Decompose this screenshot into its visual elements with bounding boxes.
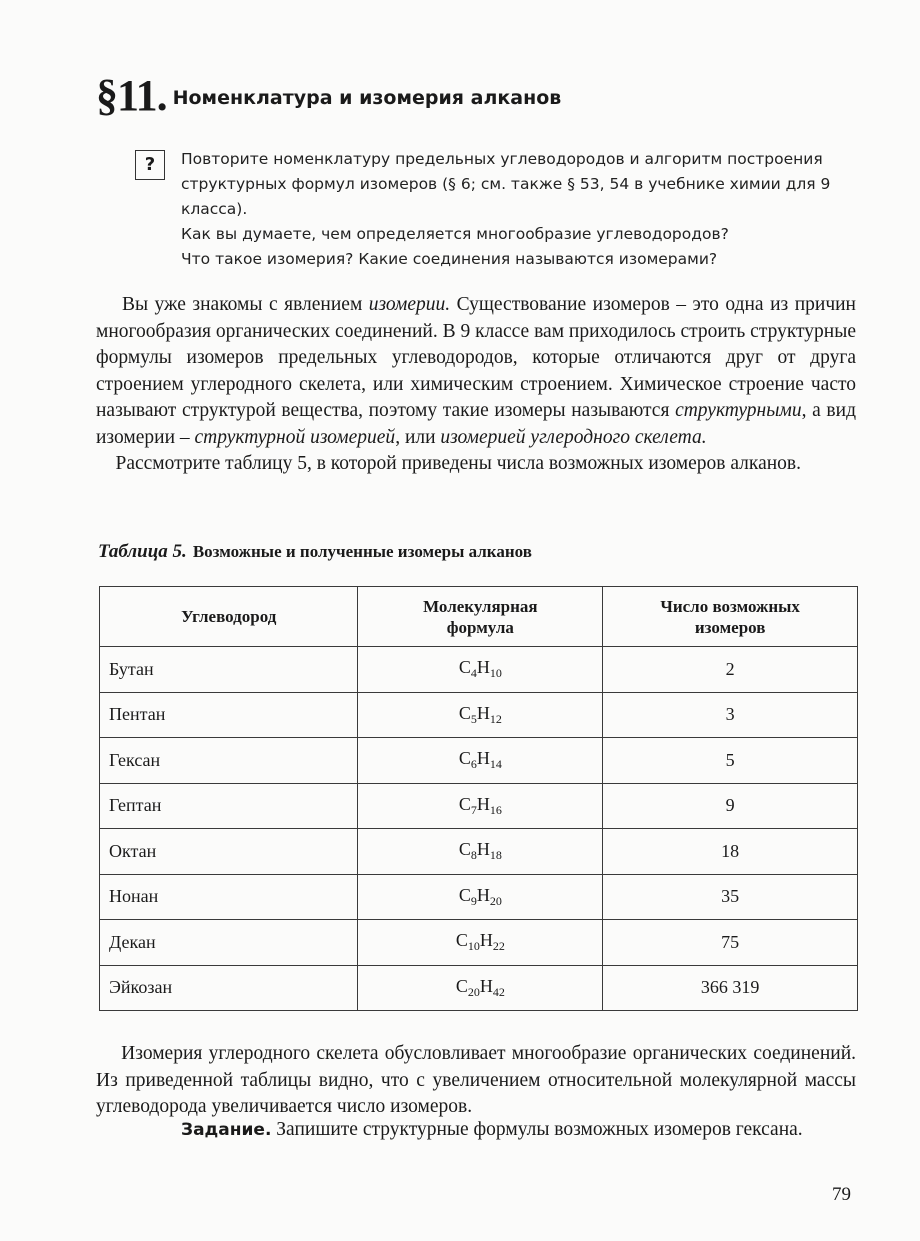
paragraph-isomerism (96, 292, 856, 451)
cell-formula: $C_{10}H_{22}$ (358, 920, 603, 966)
review-questions (181, 147, 856, 272)
table-row (100, 738, 858, 784)
paragraph-see-table (96, 451, 856, 478)
section-number: §11. (96, 71, 167, 120)
paragraph-conclusion (96, 1041, 856, 1121)
header-hydrocarbon: Углеводород (100, 587, 358, 647)
table-label: Таблица 5. (98, 541, 187, 562)
table-row (100, 965, 858, 1011)
table-row (100, 783, 858, 829)
cell-isomer-count: 2 (603, 647, 858, 693)
isomers-table (99, 586, 858, 1011)
cell-hydrocarbon: Октан (100, 829, 358, 875)
text-span: Рассмотрите таблицу 5, в которой приведены числа возможных изомеров алканов. (115, 453, 801, 474)
table-row (100, 692, 858, 738)
cell-isomer-count: 35 (603, 874, 858, 920)
term-structural-isomerism: структурной изомерией (194, 426, 396, 448)
cell-isomer-count: 5 (603, 738, 858, 784)
term-isomerism: изомерии. (368, 294, 451, 315)
text-span: Вы уже знакомы с явлением (121, 294, 369, 315)
cell-isomer-count: 18 (603, 829, 858, 875)
cell-formula: $C_5H_{12}$ (358, 692, 603, 738)
task-text: Запишите структурные формулы возможных изомеров гексана. (271, 1119, 803, 1140)
conclusion-paragraph (96, 1041, 856, 1121)
cell-formula: $C_{20}H_{42}$ (358, 965, 603, 1011)
cell-hydrocarbon: Эйкозан (100, 965, 358, 1011)
cell-hydrocarbon: Гептан (100, 783, 358, 829)
table-row (100, 647, 858, 693)
table-row (100, 920, 858, 966)
section-title: Номенклатура и изомерия алканов (172, 87, 562, 109)
table-row (100, 874, 858, 920)
intro-paragraph (96, 292, 856, 478)
term-carbon-skeleton-isomerism: изомерией углеродного скелета. (440, 426, 707, 448)
cell-formula: $C_7H_{16}$ (358, 783, 603, 829)
header-isomer-count: Число возможных изомеров (603, 587, 858, 647)
table-row (100, 829, 858, 875)
text-span: Существование изомеров – это одна из причин многообразия органических соединений. В 9 классе вам приходилось строить структурные формулы изомеров предельных углеводородов, которые отличаются друг от друга строением углеродного скелета, или химическим строением. Химическое строение часто называют структурой вещества, поэтому такие изомеры называются (96, 294, 856, 421)
task-label: Задание. (181, 1120, 272, 1140)
cell-isomer-count: 9 (603, 783, 858, 829)
cell-hydrocarbon: Нонан (100, 874, 358, 920)
table-header-row (100, 587, 858, 647)
table-caption (98, 541, 532, 563)
cell-hydrocarbon: Пентан (100, 692, 358, 738)
page-number: 79 (832, 1184, 851, 1205)
cell-isomer-count: 3 (603, 692, 858, 738)
cell-hydrocarbon: Декан (100, 920, 358, 966)
question-line: Как вы думаете, чем определяется многообразие углеводородов? (181, 225, 729, 243)
question-line: Что такое изомерия? Какие соединения называются изомерами? (181, 250, 718, 268)
question-icon: ? (135, 150, 165, 180)
text-span: , а вид изомерии – (96, 400, 856, 448)
cell-formula: $C_9H_{20}$ (358, 874, 603, 920)
task-block (181, 1117, 857, 1144)
cell-isomer-count: 366 319 (603, 965, 858, 1011)
header-formula: Молекулярная формула (358, 587, 603, 647)
question-line: Повторите номенклатуру предельных углеводородов и алгоритм построения структурных формул изомеров (§ 6; см. также § 53, 54 в учебнике химии для 9 класса). (181, 150, 831, 218)
cell-formula: $C_8H_{18}$ (358, 829, 603, 875)
text-span: , или (395, 426, 441, 448)
cell-hydrocarbon: Бутан (100, 647, 358, 693)
cell-hydrocarbon: Гексан (100, 738, 358, 784)
cell-formula: $C_6H_{14}$ (358, 738, 603, 784)
section-heading (96, 70, 561, 121)
table-title: Возможные и полученные изомеры алканов (192, 542, 532, 561)
cell-formula: $C_4H_{10}$ (358, 647, 603, 693)
term-structural: структурными (675, 400, 802, 421)
text-span: Изомерия углеродного скелета обусловливает многообразие органических соединений. Из приведенной таблицы видно, что с увеличением относительной молекулярной массы углеводорода увеличивается число изомеров. (96, 1043, 857, 1117)
cell-isomer-count: 75 (603, 920, 858, 966)
